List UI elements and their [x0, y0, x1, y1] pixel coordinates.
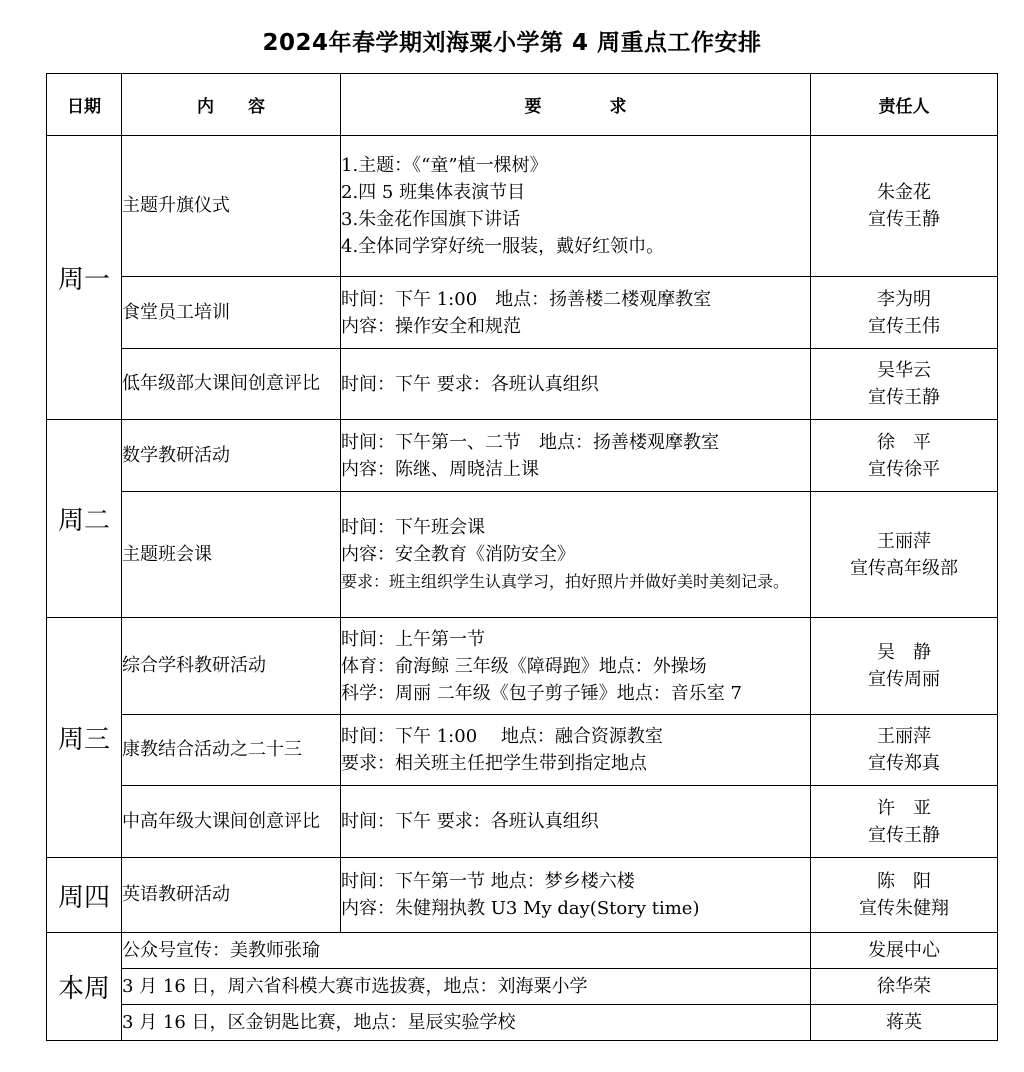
- person-name: 许 亚: [877, 797, 931, 819]
- week-item-person: 蒋英: [811, 1005, 998, 1041]
- req-line: 时间：上午第一节: [341, 628, 485, 650]
- schedule-table: [46, 73, 998, 1041]
- row-content: 中高年级大课间创意评比: [122, 786, 341, 858]
- row-person: [811, 715, 998, 786]
- req-line: 时间：下午 要求：各班认真组织: [341, 811, 599, 832]
- row-person: [811, 858, 998, 933]
- req-line: 时间：下午 要求：各班认真组织: [341, 373, 599, 395]
- day-wednesday: 周三: [47, 618, 122, 858]
- person-name: 陈 阳: [877, 871, 931, 892]
- day-thursday: 周四: [47, 858, 122, 933]
- row-person: [811, 277, 998, 349]
- page-title: 2024年春学期刘海粟小学第 4 周重点工作安排: [262, 30, 762, 56]
- table-row: [47, 492, 998, 618]
- table-row: [47, 349, 998, 420]
- table-row: [47, 969, 998, 1005]
- row-person: [811, 618, 998, 715]
- row-requirement: [341, 492, 811, 618]
- req-line: 2.四 5 班集体表演节目: [341, 182, 526, 203]
- req-line: 时间：下午第一节 地点：梦乡楼六楼: [341, 871, 635, 892]
- row-content: 综合学科教研活动: [122, 618, 341, 715]
- req-line: 要求：相关班主任把学生带到指定地点: [341, 753, 647, 774]
- person-publicity: 宣传徐平: [868, 458, 940, 480]
- table-row: [47, 933, 998, 969]
- day-tuesday: 周二: [47, 420, 122, 618]
- header-person: 责任人: [811, 74, 998, 136]
- row-content: 康教结合活动之二十三: [122, 715, 341, 786]
- row-requirement: [341, 136, 811, 277]
- person-name: 吴华云: [877, 360, 931, 381]
- person-name: 吴 静: [877, 642, 931, 663]
- person-publicity: 宣传周丽: [868, 669, 940, 690]
- row-requirement: [341, 277, 811, 349]
- req-line: 内容：陈继、周晓洁上课: [341, 458, 539, 480]
- req-line: 3.朱金花作国旗下讲话: [341, 209, 521, 230]
- person-publicity: 宣传王静: [868, 387, 940, 408]
- req-line: 要求：班主组织学生认真学习，拍好照片并做好美时美刻记录。: [341, 572, 790, 591]
- row-requirement: [341, 349, 811, 420]
- week-item-text: 3 月 16 日，区金钥匙比赛，地点：星辰实验学校: [122, 1005, 811, 1041]
- req-line: 内容：操作安全和规范: [341, 315, 521, 337]
- table-row: [47, 715, 998, 786]
- row-person: [811, 420, 998, 492]
- req-line: 科学：周丽 二年级《包子剪子锤》地点：音乐室 7: [341, 682, 742, 704]
- week-item-text: 3 月 16 日，周六省科模大赛市选拔赛，地点：刘海粟小学: [122, 969, 811, 1005]
- day-monday: 周一: [47, 136, 122, 420]
- row-content: 主题升旗仪式: [122, 136, 341, 277]
- table-row: [47, 420, 998, 492]
- header-date: 日期: [47, 74, 122, 136]
- req-line: 4.全体同学穿好统一服装，戴好红领巾。: [341, 236, 665, 257]
- row-content: 食堂员工培训: [122, 277, 341, 349]
- req-line: 时间：下午 1:00 地点：融合资源教室: [341, 726, 663, 747]
- row-requirement: [341, 858, 811, 933]
- week-item-person: 徐华荣: [811, 969, 998, 1005]
- req-line: 体育：俞海鲸 三年级《障碍跑》地点：外操场: [341, 655, 707, 677]
- person-name: 王丽萍: [877, 726, 931, 747]
- row-requirement: [341, 420, 811, 492]
- person-name: 王丽萍: [877, 530, 931, 552]
- row-person: [811, 349, 998, 420]
- row-person: [811, 136, 998, 277]
- week-item-text: 公众号宣传：美教师张瑜: [122, 933, 811, 969]
- table-row: [47, 786, 998, 858]
- req-line: 1.主题：《“童”植一棵树》: [341, 155, 548, 176]
- row-requirement: [341, 786, 811, 858]
- person-publicity: 宣传王伟: [868, 315, 940, 337]
- req-line: 内容：朱健翔执教 U3 My day(Story time): [341, 898, 700, 919]
- row-content: 主题班会课: [122, 492, 341, 618]
- day-this-week: 本周: [47, 933, 122, 1041]
- person-name: 朱金花: [877, 182, 931, 203]
- person-name: 徐 平: [877, 431, 931, 453]
- row-person: [811, 786, 998, 858]
- person-name: 李为明: [877, 288, 931, 310]
- req-line: 时间：下午第一、二节 地点：扬善楼观摩教室: [341, 431, 719, 453]
- row-content: 数学教研活动: [122, 420, 341, 492]
- header-requirement: 要 求: [341, 74, 811, 136]
- row-content: 英语教研活动: [122, 858, 341, 933]
- header-content: 内 容: [122, 74, 341, 136]
- person-publicity: 宣传郑真: [868, 753, 940, 774]
- req-line: 时间：下午班会课: [341, 517, 485, 538]
- row-content: 低年级部大课间创意评比: [122, 349, 341, 420]
- table-row: [47, 1005, 998, 1041]
- header-row: [47, 74, 998, 136]
- person-publicity: 宣传高年级部: [850, 557, 958, 579]
- row-requirement: [341, 618, 811, 715]
- row-person: [811, 492, 998, 618]
- table-row: [47, 858, 998, 933]
- table-row: [47, 277, 998, 349]
- person-publicity: 宣传朱健翔: [859, 898, 949, 919]
- person-publicity: 宣传王静: [868, 824, 940, 846]
- row-requirement: [341, 715, 811, 786]
- req-line: 内容：安全教育《消防安全》: [341, 544, 575, 565]
- table-row: [47, 136, 998, 277]
- week-item-person: 发展中心: [811, 933, 998, 969]
- req-line: 时间：下午 1:00 地点：扬善楼二楼观摩教室: [341, 288, 712, 310]
- person-publicity: 宣传王静: [868, 209, 940, 230]
- table-row: [47, 618, 998, 715]
